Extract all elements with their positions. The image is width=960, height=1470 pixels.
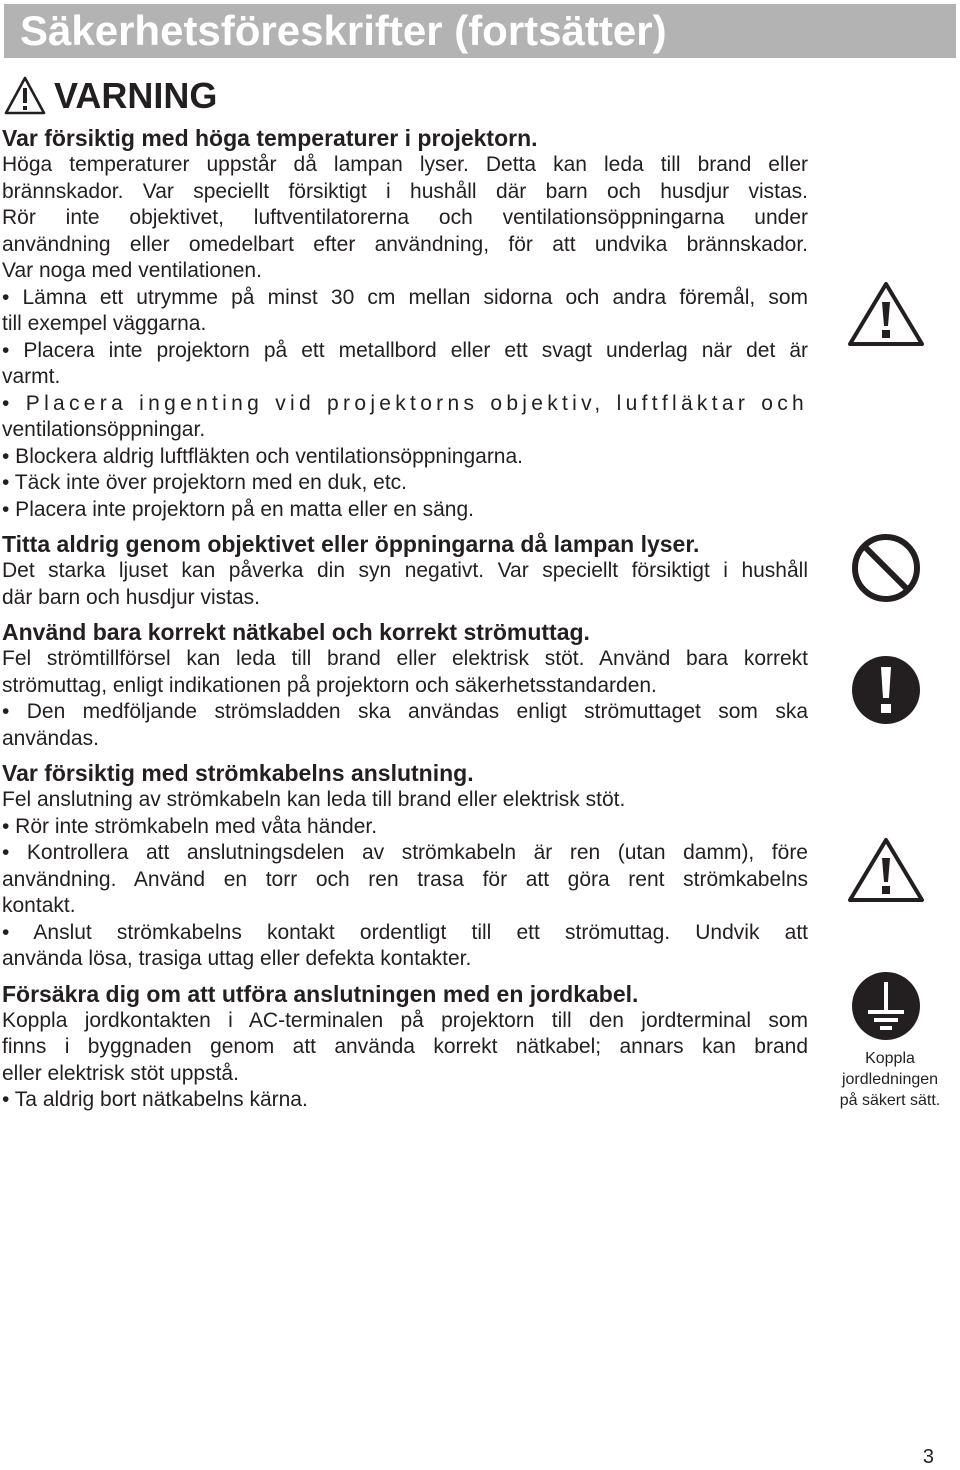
text-line: eller elektrisk stöt uppstå. [2,1061,239,1085]
section-high-temperature [2,124,808,523]
text-line: Fel strömtillförsel kan leda till brand eller elektrisk stöt. Använd bara korrekt [2,647,808,670]
section-grounding [2,980,808,1114]
list-item: • Anslut strömkabelns kontakt ordentligt till ett strömuttag. Undvik att [2,920,808,944]
list-item: • Lämna ett utrymme på minst 30 cm mellan sidorna och andra föremål, som [2,285,808,309]
section-heading: Var försiktig med strömkabelns anslutning. [2,760,474,786]
list-item: • Rör inte strömkabeln med våta händer. [2,814,378,838]
warning-label: VARNING [54,75,218,116]
warning-triangle-icon [4,75,46,117]
text-line: Fel anslutning av strömkabeln kan leda till brand eller elektrisk stöt. [2,788,626,811]
list-item: • Blockera aldrig luftfläkten och ventilationsöppningarna. [2,444,524,468]
title-bar [4,4,956,58]
list-item: • Täck inte över projektorn med en duk, etc. [2,471,407,494]
section-cable-connection [2,759,808,973]
text-line: Höga temperaturer uppstår då lampan lyser. Detta kan leda till brand eller [2,153,808,176]
page-title: Säkerhetsföreskrifter (fortsätter) [20,7,667,54]
section-do-not-look [2,530,808,611]
page-number: 3 [922,1446,934,1468]
section-heading: Var försiktig med höga temperaturer i projektorn. [2,125,538,151]
list-item: • Placera inte projektorn på en matta eller en säng. [2,497,474,521]
text-line: Var noga med ventilationen. [2,259,262,282]
section-correct-cable [2,618,808,752]
ground-caption [826,1048,954,1111]
text-line: användning eller omedelbart efter användning, för att undvika brännskador. [2,232,808,256]
caption-line: jordledningen [841,1071,939,1088]
text-line: användas. [2,726,99,750]
caution-triangle-icon [846,280,926,348]
text-line: varmt. [2,365,61,388]
list-item: • Placera inte projektorn på ett metallbord eller ett svagt underlag när det är [2,338,808,362]
caution-triangle-icon [846,836,926,904]
ground-connection-icon [850,970,922,1042]
mandatory-action-icon [850,654,922,726]
text-line: strömuttag, enligt indikationen på projektorn och säkerhetsstandarden. [2,673,657,697]
list-item: • Den medföljande strömsladden ska användas enligt strömuttaget som ska [2,700,808,723]
list-item: • Placera ingenting vid projektorns objektiv, luftfläktar och [2,391,808,415]
main-content [2,124,808,1121]
caption-line: Koppla [865,1050,915,1067]
text-line: använda lösa, trasiga uttag eller defekta kontakter. [2,947,472,970]
text-line: ventilationsöppningar. [2,418,206,441]
list-item: • Kontrollera att anslutningsdelen av strömkabeln är ren (utan damm), före [2,841,808,864]
text-line: finns i byggnaden genom att använda korrekt nätkabel; annars kan brand [2,1035,808,1058]
warning-header [4,70,217,122]
caption-line: på säkert sätt. [839,1092,941,1109]
section-heading: Titta aldrig genom objektivet eller öppningarna då lampan lyser. [2,531,700,557]
text-line: brännskador. Var speciellt försiktigt i hushåll där barn och husdjur vistas. [2,179,808,203]
text-line: Det starka ljuset kan påverka din syn negativt. Var speciellt försiktigt i hushåll [2,559,808,582]
prohibition-icon [850,532,922,604]
text-line: Rör inte objektivet, luftventilatorerna och ventilationsöppningarna under [2,206,808,229]
text-line: Koppla jordkontakten i AC-terminalen på projektorn till den jordterminal som [2,1008,808,1032]
text-line: användning. Använd en torr och ren trasa för att göra rent strömkabelns [2,867,808,891]
text-line: kontakt. [2,894,76,917]
section-heading: Försäkra dig om att utföra anslutningen med en jordkabel. [2,980,639,1007]
list-item: • Ta aldrig bort nätkabelns kärna. [2,1088,308,1111]
text-line: till exempel väggarna. [2,312,207,335]
text-line: där barn och husdjur vistas. [2,585,260,609]
section-heading: Använd bara korrekt nätkabel och korrekt strömuttag. [2,619,590,645]
